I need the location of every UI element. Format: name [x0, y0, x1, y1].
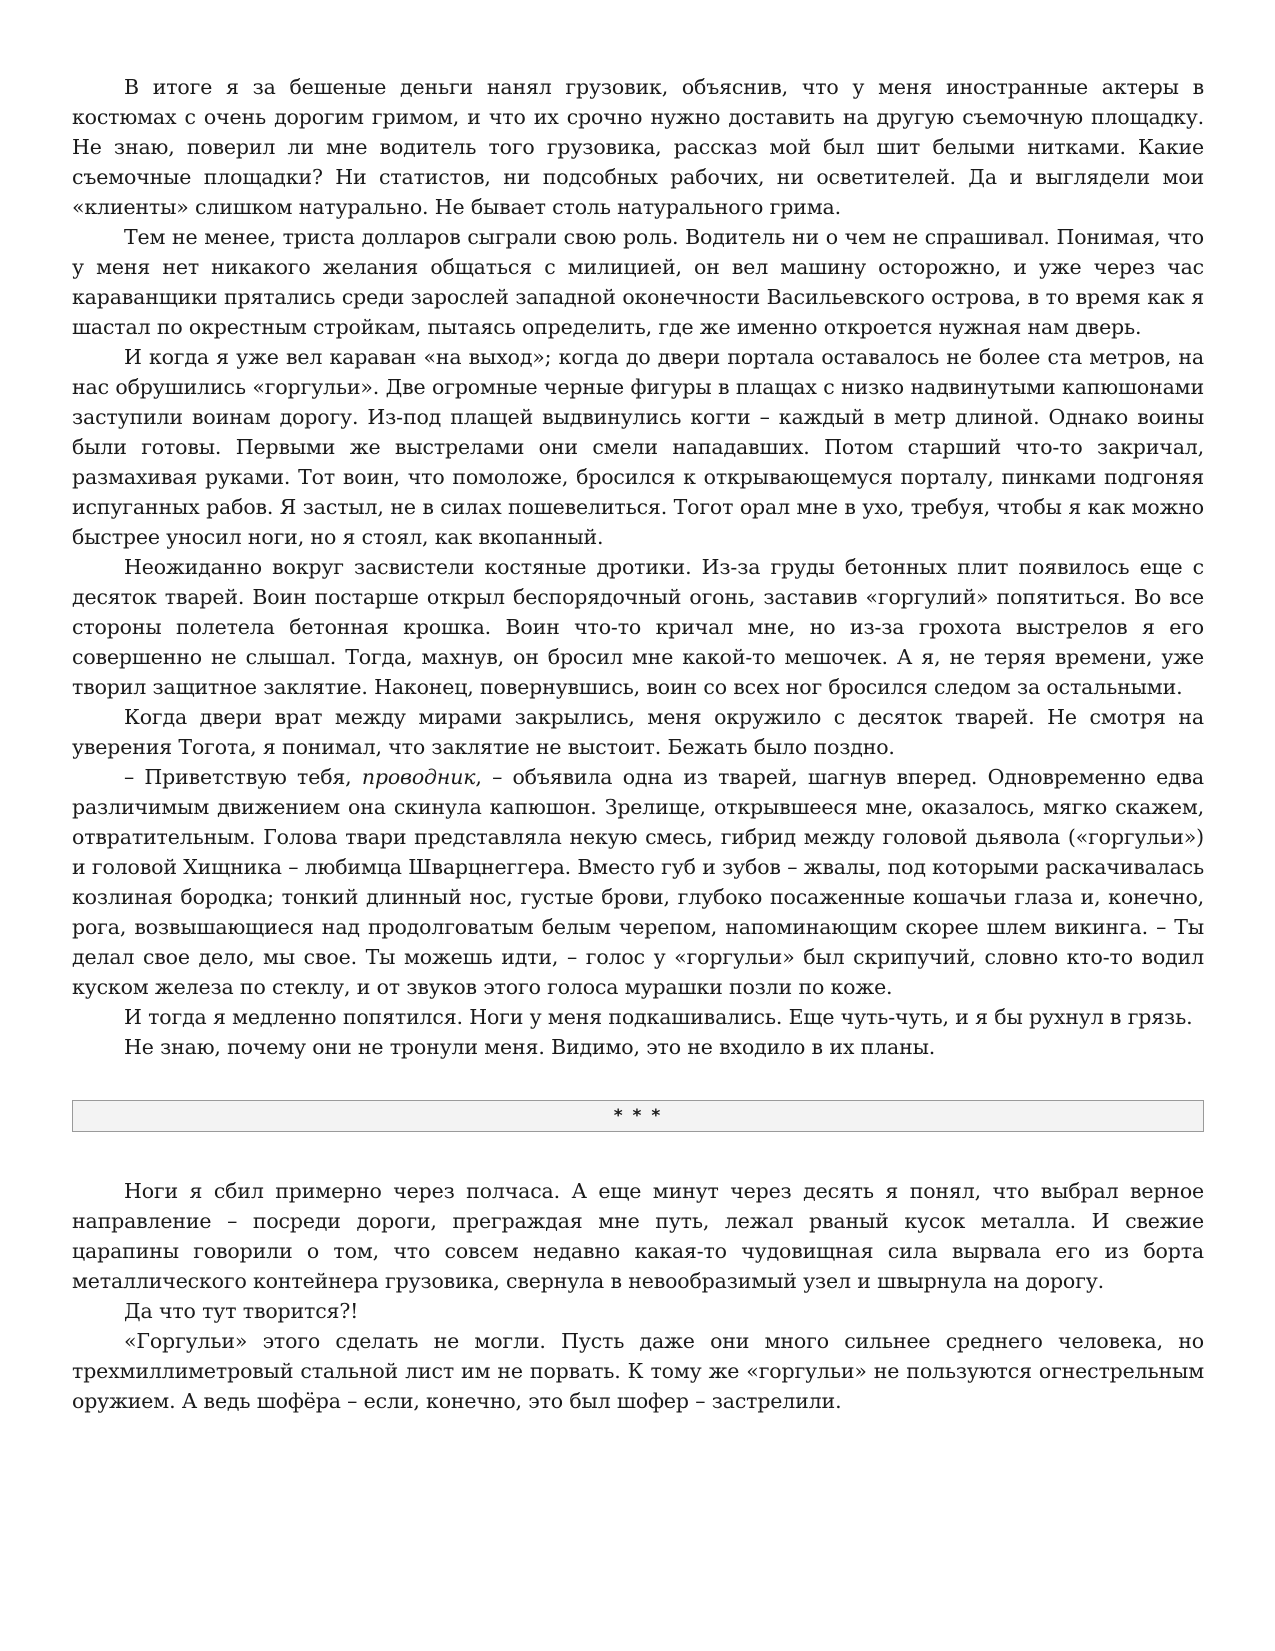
paragraph: Тем не менее, триста долларов сыграли свою роль. Водитель ни о чем не спрашивал. Понимая, что у меня нет никакого желания общаться с милицией, он вел машину осторожно, и уже через час караванщики прятались среди зарослей западной оконечности Васильевского острова, в то время как я шастал по окрестным стройкам, пытаясь определить, где же именно откроется нужная нам дверь.	[72, 225, 1204, 339]
dialogue-text-start: – Приветствую тебя,	[124, 765, 362, 789]
paragraph-dialogue	[72, 762, 1204, 1002]
separator-stars: * * *	[613, 1106, 663, 1126]
text-section-2	[72, 1176, 1204, 1416]
paragraph: «Горгульи» этого сделать не могли. Пусть даже они много сильнее среднего человека, но трехмиллиметровый стальной лист им не порвать. К тому же «горгульи» не пользуются огнестрельным оружием. А ведь шофёра – если, конечно, это был шофер – застрелили.	[72, 1329, 1204, 1413]
paragraph: Не знаю, почему они не тронули меня. Видимо, это не входило в их планы.	[124, 1035, 936, 1059]
paragraph: И когда я уже вел караван «на выход»; когда до двери портала оставалось не более ста метров, на нас обрушились «горгульи». Две огромные черные фигуры в плащах с низко надвинутыми капюшонами заступили воинам дорогу. Из-под плащей выдвинулись когти – каждый в метр длиной. Однако воины были готовы. Первыми же выстрелами они смели нападавших. Потом старший что-то закричал, размахивая руками. Тот воин, что помоложе, бросился к открывающемуся порталу, пинками подгоняя испуганных рабов. Я застыл, не в силах пошевелиться. Тогот орал мне в ухо, требуя, чтобы я как можно быстрее уносил ноги, но я стоял, как вкопанный.	[72, 345, 1204, 549]
paragraph: Ноги я сбил примерно через полчаса. А еще минут через десять я понял, что выбрал верное направление – посреди дороги, преграждая мне путь, лежал рваный кусок металла. И свежие царапины говорили о том, что совсем недавно какая-то чудовищная сила вырвала его из борта металлического контейнера грузовика, свернула в невообразимый узел и швырнула на дорогу.	[72, 1179, 1204, 1293]
section-separator	[72, 1100, 1204, 1132]
italic-word: проводник	[361, 765, 476, 789]
text-section-1	[72, 72, 1204, 1062]
document-page	[72, 72, 1204, 1416]
paragraph: Да что тут творится?!	[124, 1299, 359, 1323]
paragraph: Когда двери врат между мирами закрылись, меня окружило с десяток тварей. Не смотря на уверения Тогота, я понимал, что заклятие не выстоит. Бежать было поздно.	[72, 705, 1204, 759]
paragraph: И тогда я медленно попятился. Ноги у меня подкашивались. Еще чуть-чуть, и я бы рухнул в грязь.	[124, 1005, 1193, 1029]
paragraph: Неожиданно вокруг засвистели костяные дротики. Из-за груды бетонных плит появилось еще с десяток тварей. Воин постарше открыл беспорядочный огонь, заставив «горгулий» попятиться. Во все стороны полетела бетонная крошка. Воин что-то кричал мне, но из-за грохота выстрелов я его совершенно не слышал. Тогда, махнув, он бросил мне какой-то мешочек. А я, не теряя времени, уже творил защитное заклятие. Наконец, повернувшись, воин со всех ног бросился следом за остальными.	[72, 555, 1204, 699]
dialogue-text-rest: , – объявила одна из тварей, шагнув вперед. Одновременно едва различимым движением она скинула капюшон. Зрелище, открывшееся мне, оказалось, мягко скажем, отвратительным. Голова твари представляла некую смесь, гибрид между головой дьявола («горгульи») и головой Хищника – любимца Шварцнеггера. Вместо губ и зубов – жвалы, под которыми раскачивалась козлиная бородка; тонкий длинный нос, густые брови, глубоко посаженные кошачьи глаза и, конечно, рога, возвышающиеся над продолговатым белым черепом, напоминающим скорее шлем викинга. – Ты делал свое дело, мы свое. Ты можешь идти, – голос у «горгульи» был скрипучий, словно кто-то водил куском железа по стеклу, и от звуков этого голоса мурашки позли по коже.	[72, 765, 1204, 999]
paragraph: В итоге я за бешеные деньги нанял грузовик, объяснив, что у меня иностранные актеры в костюмах с очень дорогим гримом, и что их срочно нужно доставить на другую съемочную площадку. Не знаю, поверил ли мне водитель того грузовика, рассказ мой был шит белыми нитками. Какие съемочные площадки? Ни статистов, ни подсобных рабочих, ни осветителей. Да и выглядели мои «клиенты» слишком натурально. Не бывает столь натурального грима.	[72, 75, 1204, 219]
